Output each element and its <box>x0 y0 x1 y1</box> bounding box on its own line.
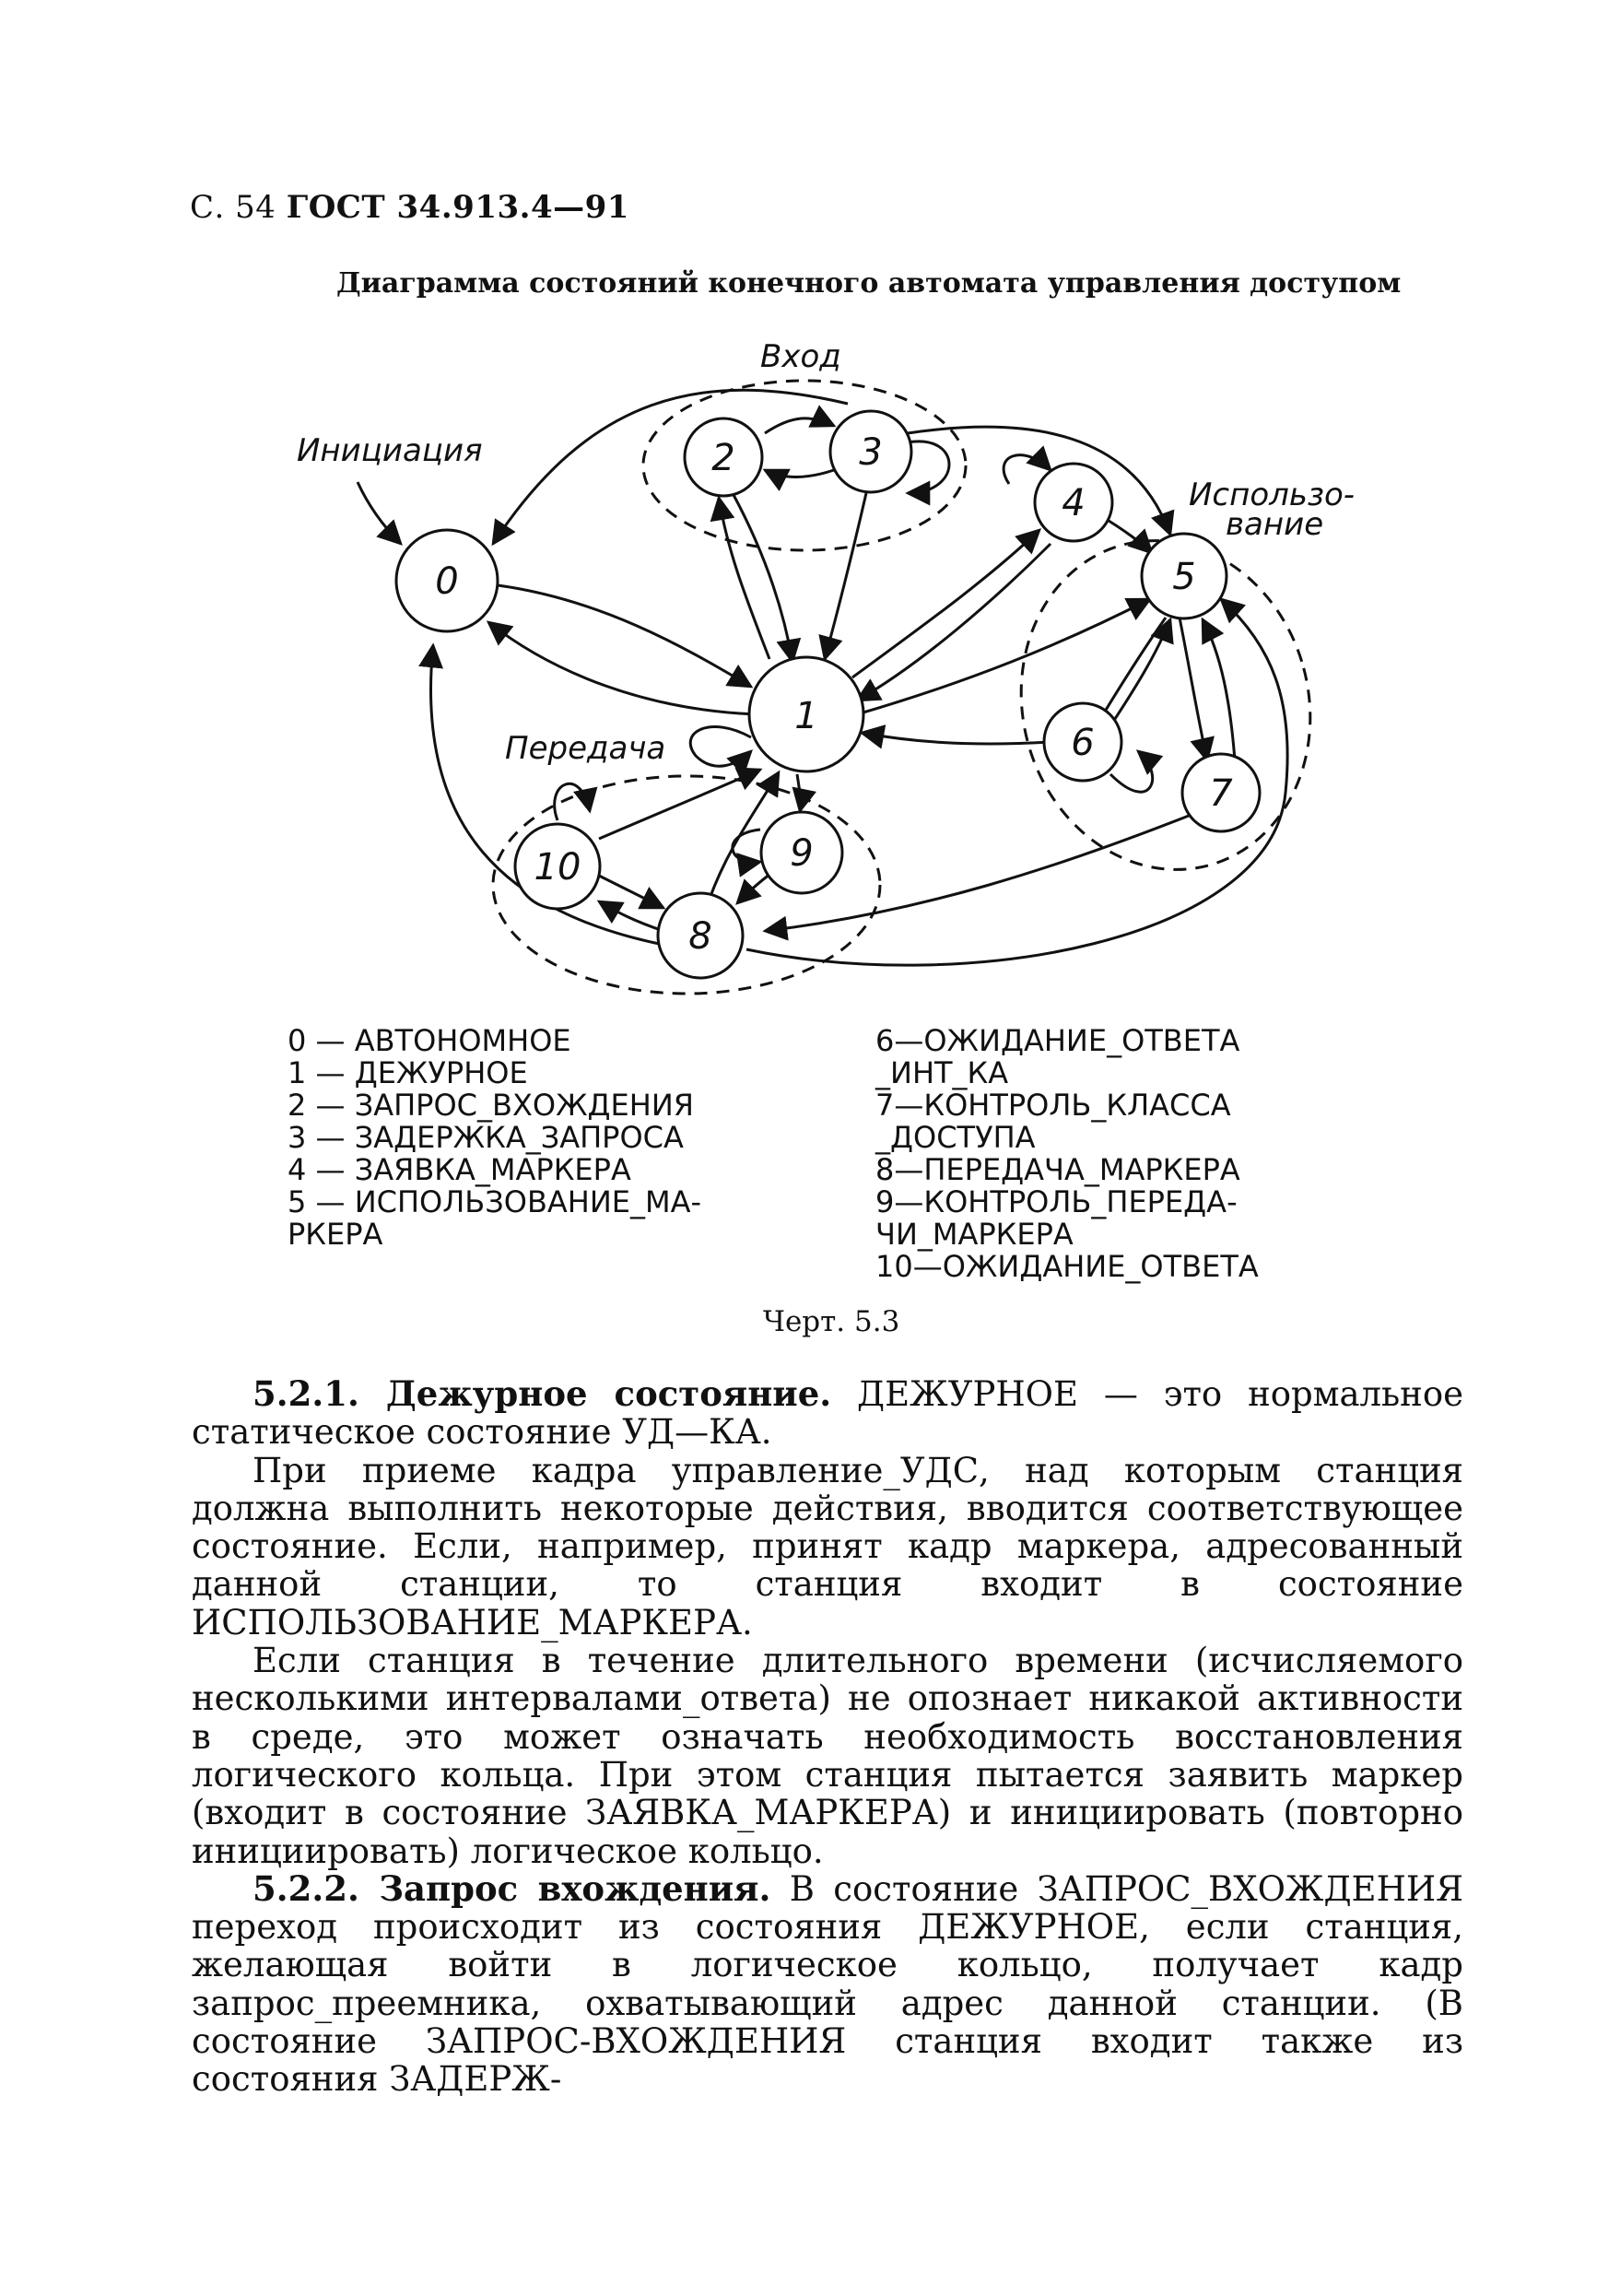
label-entry: Вход <box>760 338 841 375</box>
edge-3-0 <box>493 390 848 544</box>
edge-1-4 <box>852 530 1039 677</box>
edge-4-5 <box>1101 516 1152 553</box>
label-usage-2: вание <box>1226 506 1324 543</box>
node-label-2: 2 <box>711 437 735 479</box>
section-heading: 5.2.2. Запрос вхождения. <box>252 1867 771 1909</box>
node-label-10: 10 <box>534 846 581 889</box>
legend-item: 10—ОЖИДАНИЕ_ОТВЕТА <box>875 1249 1259 1284</box>
label-init: Инициация <box>297 432 483 469</box>
edge-1-5 <box>857 599 1150 714</box>
loop-10 <box>555 783 590 820</box>
node-label-5: 5 <box>1172 556 1196 598</box>
paragraph <box>192 1867 1463 2100</box>
edge-3-2 <box>765 470 834 477</box>
label-transfer: Передача <box>505 730 666 767</box>
legend-item: 5 — ИСПОЛЬЗОВАНИЕ_МА- <box>288 1184 702 1219</box>
edge-2-3 <box>765 418 834 433</box>
node-label-6: 6 <box>1071 722 1095 764</box>
label-usage-1: Использо- <box>1189 477 1356 513</box>
loop-3 <box>908 442 949 493</box>
legend-item: 6—ОЖИДАНИЕ_ОТВЕТА <box>875 1023 1240 1058</box>
legend-item: 7—КОНТРОЛЬ_КЛАССА <box>875 1088 1231 1123</box>
node-label-9: 9 <box>790 832 814 875</box>
paragraph-text: ДЕЖУРНОЕ — это нормальное статическое состояние УД—КА. <box>192 1374 1464 1453</box>
edge-1-0 <box>488 622 756 714</box>
legend-item: 9—КОНТРОЛЬ_ПЕРЕДА- <box>875 1184 1238 1219</box>
paragraph: Если станция в течение длительного времени (исчисляемого несколькими интервалами_ответа) не опознает никакой активности в среде, это может означать необходимость восстановления логического кольца. При этом станция пытается заявить маркер (входит в состояние ЗАЯВКА_МАРКЕРА) и инициировать (повторно инициировать) логическое кольцо. <box>192 1641 1463 1871</box>
legend-item: _ИНТ_КА <box>875 1055 1009 1090</box>
edge-1-2 <box>719 498 769 659</box>
legend-item: ЧИ_МАРКЕРА <box>875 1217 1074 1252</box>
state-diagram <box>0 0 1620 1023</box>
legend-item: 8—ПЕРЕДАЧА_МАРКЕРА <box>875 1152 1240 1187</box>
page-ref: С. 54 <box>190 189 276 226</box>
body-text <box>192 1375 1463 2099</box>
paragraph: При приеме кадра управление_УДС, над которым станция должна выполнить некоторые действия, вводится соответствующее состояние. Если, например, принят кадр маркера, адресованный данной станции, то станция входит в состояние ИСПОЛЬЗОВАНИЕ_МАРКЕРА. <box>192 1450 1463 1643</box>
edge-2-1 <box>733 493 792 662</box>
edge-10-1 <box>599 770 760 839</box>
paragraph-text: В состояние ЗАПРОС_ВХОЖДЕНИЯ переход происходит из состояния ДЕЖУРНОЕ, если станция, желающая войти в логическое кольцо, получает кадр запрос_преемника, охватывающий адрес данной станции. (В состояние ЗАПРОС-ВХОЖДЕНИЯ станция входит также из состояния ЗАДЕРЖ- <box>192 1868 1463 2100</box>
edge-7-5 <box>1203 619 1235 760</box>
paragraph <box>192 1375 1463 1452</box>
standard-number: ГОСТ 34.913.4—91 <box>286 189 629 226</box>
loop-1 <box>690 727 751 767</box>
legend-item: 4 — ЗАЯВКА_МАРКЕРА <box>288 1152 631 1187</box>
section-heading: 5.2.1. Дежурное состояние. <box>252 1373 832 1414</box>
node-label-4: 4 <box>1062 482 1086 524</box>
edge-3-1 <box>825 493 866 659</box>
edge-6-5 <box>1106 619 1170 733</box>
edge-0-1 <box>498 585 751 687</box>
legend-item: 3 — ЗАДЕРЖКА_ЗАПРОСА <box>288 1120 684 1155</box>
node-label-0: 0 <box>435 560 459 603</box>
edge-6-1 <box>862 733 1051 744</box>
loop-9 <box>733 830 760 862</box>
edge-4-1 <box>857 544 1051 701</box>
node-label-8: 8 <box>688 915 712 958</box>
legend-right <box>875 1025 1259 1283</box>
node-label-7: 7 <box>1209 772 1233 815</box>
edge-init-0 <box>358 482 401 544</box>
legend-item: РКЕРА <box>288 1217 383 1252</box>
legend-item: 2 — ЗАПРОС_ВХОЖДЕНИЯ <box>288 1088 694 1123</box>
figure-caption: Черт. 5.3 <box>763 1305 900 1338</box>
edge-5-7 <box>1180 618 1207 760</box>
legend-item: _ДОСТУПА <box>875 1120 1036 1155</box>
node-label-3: 3 <box>859 431 883 474</box>
legend-item: 0 — АВТОНОМНОЕ <box>288 1023 571 1058</box>
edge-10-8 <box>599 876 663 908</box>
edge-1-9 <box>797 774 801 811</box>
figure-title: Диаграмма состояний конечного автомата управления доступом <box>336 267 1402 300</box>
legend-item: 1 — ДЕЖУРНОЕ <box>288 1055 528 1090</box>
node-label-1: 1 <box>794 695 818 737</box>
edge-8-10 <box>599 901 663 931</box>
legend-left <box>288 1025 701 1251</box>
